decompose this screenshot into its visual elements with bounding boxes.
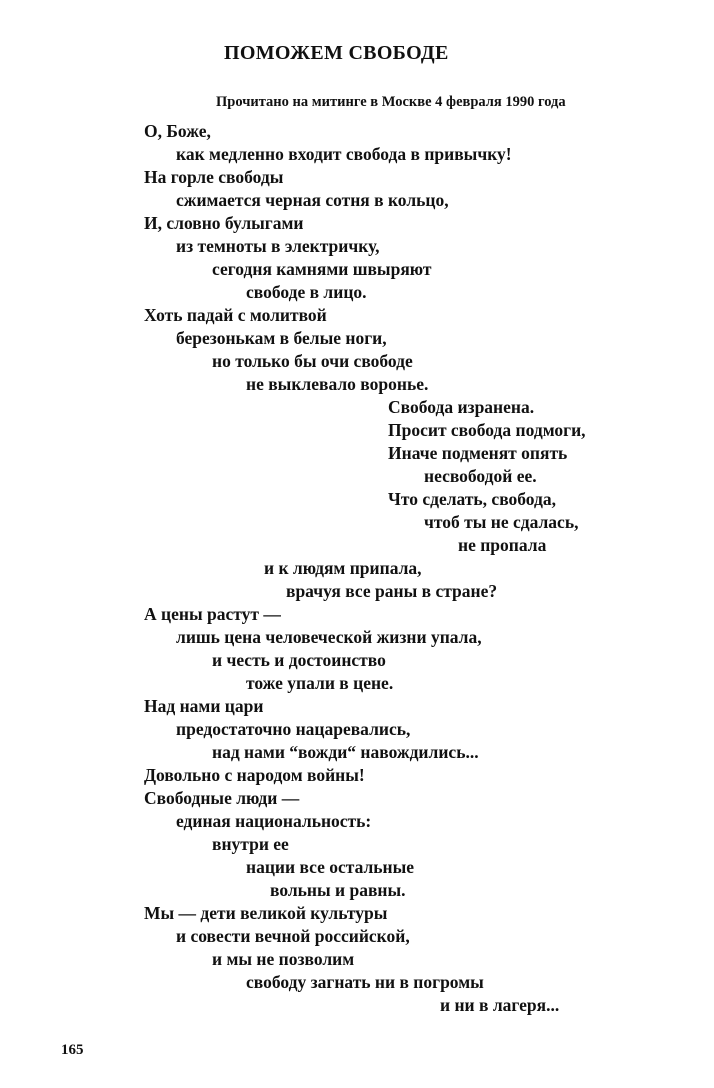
poem-line: сегодня камнями швыряют <box>212 259 432 279</box>
poem-line: И, словно булыгами <box>144 213 304 233</box>
poem-line: и к людям припала, <box>264 558 422 578</box>
poem-line: Просит свобода подмоги, <box>388 420 586 440</box>
poem-line: не пропала <box>458 535 547 555</box>
poem-line: О, Боже, <box>144 121 211 141</box>
poem-line: Мы — дети великой культуры <box>144 903 388 923</box>
poem-line: врачуя все раны в стране? <box>286 581 498 601</box>
poem-line: Что сделать, свобода, <box>388 489 557 509</box>
poem-line: сжимается черная сотня в кольцо, <box>176 190 449 210</box>
poem-line: На горле свободы <box>144 167 284 187</box>
poem-line: березонькам в белые ноги, <box>176 328 387 348</box>
poem-line: единая национальность: <box>176 811 372 831</box>
poem-line: Довольно с народом войны! <box>144 765 365 785</box>
page-number: 165 <box>61 1042 84 1058</box>
poem-line: и совести вечной российской, <box>176 926 410 946</box>
poem-line: несвободой ее. <box>424 466 537 486</box>
poem-line: и честь и достоинство <box>212 650 386 670</box>
poem-line: свободу загнать ни в погромы <box>246 972 484 992</box>
poem-line: не выклевало воронье. <box>246 374 429 394</box>
poem-line: чтоб ты не сдалась, <box>424 512 579 532</box>
poem-line: свободе в лицо. <box>246 282 367 302</box>
poem-line: предостаточно нацаревались, <box>176 719 411 739</box>
poem-line: над нами “вожди“ навождились... <box>212 742 479 762</box>
poem-line: Хоть падай с молитвой <box>144 305 327 325</box>
poem-line: Иначе подменят опять <box>388 443 568 463</box>
poem-line: вольны и равны. <box>270 880 406 900</box>
poem-line: тоже упали в цене. <box>246 673 394 693</box>
poem-line: нации все остальные <box>246 857 415 877</box>
poem-line: Свободные люди — <box>144 788 300 808</box>
poem-line: и ни в лагеря... <box>440 995 560 1015</box>
poem-line: Над нами цари <box>144 696 264 716</box>
poem-line: из темноты в электричку, <box>176 236 380 256</box>
poem-line: как медленно входит свобода в привычку! <box>176 144 512 164</box>
poem-epigraph: Прочитано на митинге в Москве 4 февраля 1990 года <box>216 94 566 110</box>
poem-line: А цены растут — <box>144 604 281 624</box>
poem-title: ПОМОЖЕМ СВОБОДЕ <box>224 42 449 64</box>
poem-line: лишь цена человеческой жизни упала, <box>176 627 482 647</box>
poem-line: но только бы очи свободе <box>212 351 413 371</box>
poem-line: и мы не позволим <box>212 949 355 969</box>
poem-line: Свобода изранена. <box>388 397 535 417</box>
poem-line: внутри ее <box>212 834 289 854</box>
